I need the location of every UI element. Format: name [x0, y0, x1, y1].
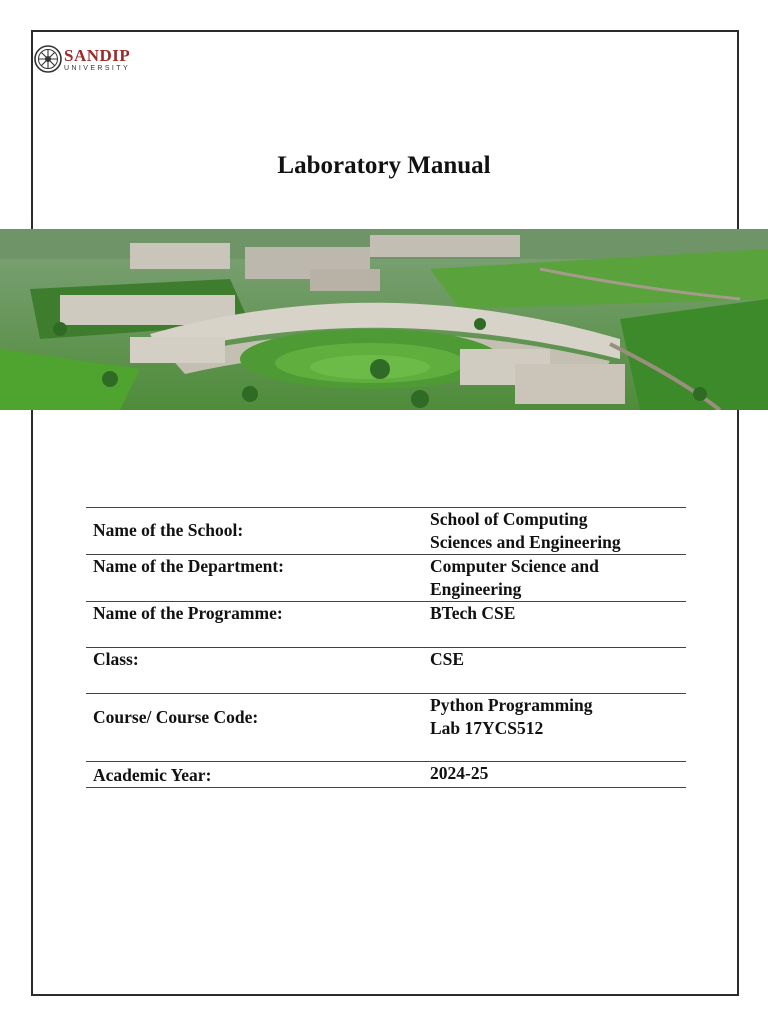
school-label: Name of the School: [86, 508, 422, 555]
course-details-table [86, 507, 686, 788]
campus-aerial-icon [0, 229, 768, 410]
campus-banner-image [0, 229, 768, 410]
table-row [86, 602, 686, 648]
table-row [86, 694, 686, 762]
course-code-value [422, 694, 686, 762]
value-line: BTech CSE [430, 603, 516, 623]
class-value [422, 648, 686, 694]
university-logo [34, 44, 130, 74]
table-row [86, 508, 686, 555]
department-label: Name of the Department: [86, 555, 422, 602]
value-line: Python Programming [430, 695, 593, 715]
table-row [86, 648, 686, 694]
logo-name: SANDIP [64, 45, 131, 65]
value-line: School of Computing [430, 509, 588, 529]
programme-label: Name of the Programme: [86, 602, 422, 648]
value-line: Computer Science and [430, 556, 599, 576]
academic-year-label: Academic Year: [86, 762, 422, 788]
academic-year-value [422, 762, 686, 788]
course-code-label: Course/ Course Code: [86, 694, 422, 762]
value-line: Engineering [430, 579, 522, 599]
university-seal-icon [34, 45, 62, 73]
programme-value [422, 602, 686, 648]
table-row [86, 555, 686, 602]
value-line: Lab 17YCS512 [430, 718, 544, 738]
class-label: Class: [86, 648, 422, 694]
document-title: Laboratory Manual [277, 152, 491, 179]
value-line: Sciences and Engineering [430, 532, 621, 552]
value-line: 2024-25 [430, 763, 489, 783]
department-value [422, 555, 686, 602]
value-line: CSE [430, 649, 465, 669]
school-value [422, 508, 686, 555]
logo-subtitle: UNIVERSITY [64, 64, 131, 72]
table-row [86, 762, 686, 788]
